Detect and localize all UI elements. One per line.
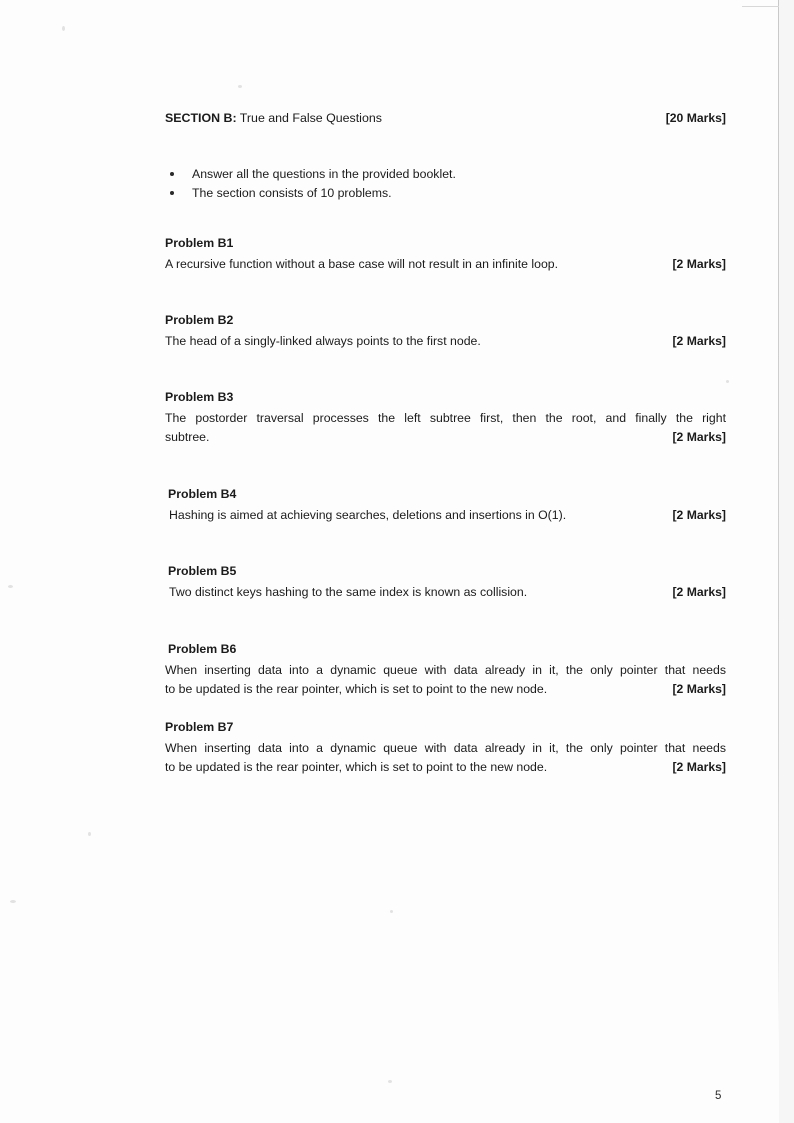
- problem-b4-title: Problem B4: [168, 487, 237, 501]
- scan-speck: [10, 900, 16, 903]
- problem-b7-line2: [165, 758, 726, 777]
- scan-speck: [726, 380, 729, 383]
- problem-b1: [165, 236, 726, 274]
- problem-b1-statement: [165, 255, 726, 274]
- problem-b3-marks: [2 Marks]: [672, 429, 726, 444]
- problem-b7-marks: [2 Marks]: [672, 759, 726, 774]
- scan-speck: [88, 832, 91, 836]
- problem-b3-text-line2: subtree.: [165, 429, 210, 444]
- problem-b6-text-line1: When inserting data into a dynamic queue with data already in it, the only pointer that needs: [165, 662, 726, 677]
- problem-b2-statement: [165, 332, 726, 351]
- problem-b2-title: Problem B2: [165, 313, 234, 327]
- problem-b4: [165, 487, 726, 525]
- instruction-list: [165, 165, 726, 203]
- scan-speck: [8, 585, 13, 588]
- problem-b5-text: Two distinct keys hashing to the same index is known as collision.: [169, 584, 528, 599]
- bullet-icon: [170, 191, 174, 195]
- scan-speck: [388, 1080, 392, 1083]
- section-heading-title: True and False Questions: [236, 111, 382, 125]
- problem-b6: [165, 642, 726, 698]
- problem-b7: [165, 720, 726, 776]
- problem-b2-text: The head of a singly-linked always points to the first node.: [165, 333, 481, 348]
- exam-content: [165, 110, 726, 774]
- instruction-item: [165, 184, 726, 203]
- problem-b3-line2: [165, 428, 726, 447]
- problem-b6-line2: [165, 680, 726, 699]
- instruction-text: Answer all the questions in the provided booklet.: [192, 166, 456, 181]
- problem-b7-text-line1: When inserting data into a dynamic queue with data already in it, the only pointer that needs: [165, 740, 726, 755]
- problem-b4-marks: [2 Marks]: [672, 507, 726, 522]
- problem-b5-statement: [165, 583, 726, 602]
- problem-b5-title: Problem B5: [168, 564, 237, 578]
- page-number: 5: [715, 1090, 722, 1102]
- section-heading: [165, 110, 726, 127]
- problem-b7-statement: [165, 739, 726, 776]
- section-marks: [20 Marks]: [665, 111, 726, 125]
- scan-speck: [238, 85, 242, 88]
- problem-b7-title: Problem B7: [165, 720, 234, 734]
- page-edge-top-line: [742, 6, 779, 7]
- section-heading-text: [165, 110, 382, 126]
- problem-b5: [165, 564, 726, 602]
- section-heading-label: SECTION B:: [165, 111, 237, 125]
- bullet-icon: [170, 172, 174, 176]
- problem-b6-statement: [165, 661, 726, 698]
- problem-b3-statement: [165, 409, 726, 446]
- instruction-text: The section consists of 10 problems.: [192, 185, 392, 200]
- problem-b4-statement: [165, 506, 726, 525]
- problem-b4-text: Hashing is aimed at achieving searches, deletions and insertions in O(1).: [169, 507, 567, 522]
- instruction-item: [165, 165, 726, 184]
- page-gutter: [779, 0, 794, 1123]
- problem-b3-text-line1: The postorder traversal processes the left subtree first, then the root, and finally the right: [165, 410, 726, 425]
- problem-b6-marks: [2 Marks]: [672, 681, 726, 696]
- scan-speck: [62, 26, 65, 31]
- problem-b2: [165, 313, 726, 351]
- page-edge-line: [778, 0, 779, 1040]
- problem-b2-marks: [2 Marks]: [672, 333, 726, 348]
- problem-b1-text: A recursive function without a base case will not result in an infinite loop.: [165, 256, 559, 271]
- problem-b1-title: Problem B1: [165, 236, 234, 250]
- problem-b1-marks: [2 Marks]: [672, 256, 726, 271]
- problem-b3-title: Problem B3: [165, 390, 234, 404]
- scan-speck: [390, 910, 393, 913]
- problem-b6-title: Problem B6: [168, 642, 237, 656]
- problem-b6-text-line2: to be updated is the rear pointer, which is set to point to the new node.: [165, 681, 548, 696]
- problem-b5-marks: [2 Marks]: [672, 584, 726, 599]
- problem-b3: [165, 390, 726, 446]
- problem-b7-text-line2: to be updated is the rear pointer, which is set to point to the new node.: [165, 759, 548, 774]
